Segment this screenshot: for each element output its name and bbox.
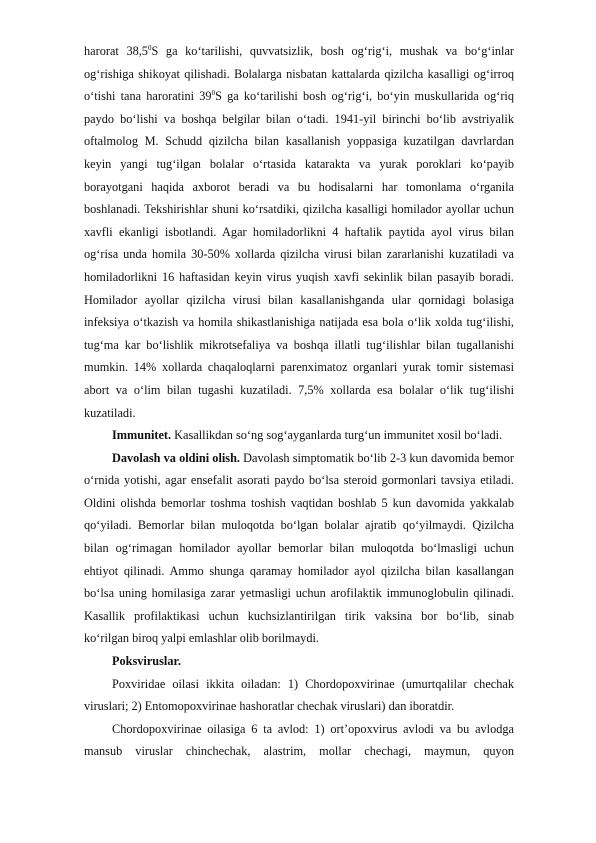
paragraph-text: Kasallikdan so‘ng sog‘ayganlarda turg‘un immunitet xosil bo‘ladi. [171,428,503,443]
paragraph-poxviridae: Poxviridae oilasi ikkita oiladan: 1) Chordopoxvirinae (umurtqalilar chechak viruslari; 2) Entomopoxvirinae hashoratlar chechak viruslari) dan iboratdir. [84,676,514,714]
paragraph-symptoms [84,40,514,424]
degree-superscript: 0 [211,89,216,98]
paragraph-text: harorat 38,5 [84,44,148,58]
section-heading-davolash: Davolash va oldini olish. [112,450,240,465]
paragraph-text: S ga ko‘tarilishi, quvvatsizlik, bosh og‘rig‘i, mushak va bo‘g‘inlar og‘rishiga shikoyat qilishadi. Bolalarga nisbatan kattalarda qizilcha kasalligi og‘irroq o‘tishi tana haroratini 39 [84,44,514,104]
heading-text: Poksviruslar. [112,654,181,669]
paragraph-immunitet [84,424,514,447]
paragraph-text: Davolash simptomatik bo‘lib 2-3 kun davomida bemor o‘rnida yotishi, agar ensefalit asorati paydo bo‘lsa steroid gormonlari tavsiya etiladi. Oldini olishda bemorlar toshma toshish vaqtidan boshlab 5 kun davomida yakkalab qo‘yiladi. Bemorlar bilan muloqotda bo‘lgan bolalar ajratib qo‘yilmaydi. Qizilcha bilan og‘rimagan homilador ayollar bemorlar bilan muloqotda bo‘lmasligi uchun ehtiyot qilinadi. Ammo shunga qaramay homilador ayol qizilcha bilan kasallangan bo‘lsa uning homilasiga zarar yetmasligi uchun arofilaktik immunoglobulin qilinadi. Kasallik profilaktikasi uchun kuchsizlantirilgan tirik vaksina bor bo‘lib, sinab ko‘rilgan biroq yalpi emlashlar olib borilmaydi. [84,450,514,646]
paragraph-chordopoxvirinae: Chordopoxvirinae oilasiga 6 ta avlod: 1) ort’opoxvirus avlodi va bu avlodga mansub viruslar chinchechak, alastrim, mollar chechagi, maymun, quyon [84,721,514,759]
degree-superscript: 0 [147,44,152,52]
document-page [84,40,514,763]
section-heading-poksviruslar [84,650,514,673]
section-heading-immunitet: Immunitet. [112,428,172,443]
paragraph-davolash [84,447,514,650]
paragraph-text: S ga ko‘tarilishi bosh og‘rig‘i, bo‘yin muskullarida og‘riq paydo bo‘lishi va boshqa belgilar bilan o‘tadi. 1941-yil birinchi bo‘lib avstriyalik oftalmolog M. Schudd qizilcha bilan kasallanish yoppasiga kuzatilgan davrlardan keyin yangi tug‘ilgan bolalar o‘rtasida katarakta va yurak poroklari ko‘payib borayotgani haqida axborot beradi va bu hodisalarni har tomonlama o‘rganila boshlanadi. Tekshirishlar shuni ko‘rsatdiki, qizilcha kasalligi homilador ayollar uchun xavfli ekanligi isbotlandi. Agar homiladorlikni 4 haftalik paytida ayol virus bilan og‘risa unda homila 30-50% xollarda qizilcha virusi bilan zararlanishi kuzatiladi va homiladorlikni 16 haftasidan keyin virus yuqish xavfi sekinlik bilan pasayib boradi. Homilador ayollar qizilcha virusi bilan kasallanishganda ular qornidagi bolasiga infeksiya o‘tkazish va homila shikastlanishiga natijada esa bola o‘lik xolda tug‘ilishi, tug‘ma kar bo‘lishlik mikrotsefaliya va boshqa illatli tug‘ilishlar bilan tugallanishi mumkin. 14% xollarda chaqaloqlarni parenximatoz organlari yurak tomir sistemasi abort va o‘lim bilan tugashi kuzatiladi. 7,5% xollarda esa bolalar o‘lik tug‘ilishi kuzatiladi. [84,89,514,420]
